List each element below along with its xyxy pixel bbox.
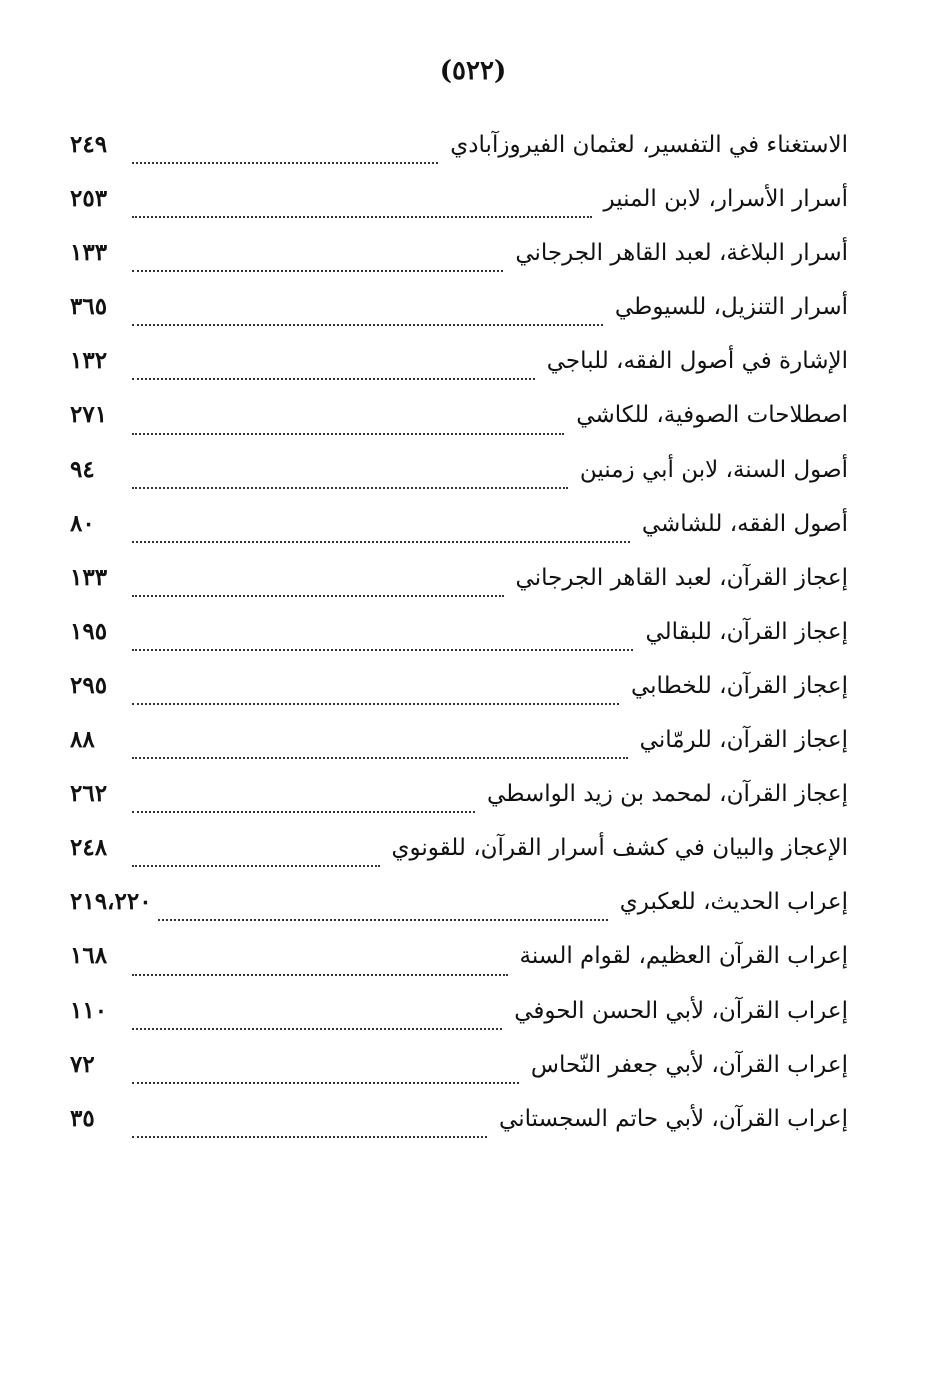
dot-leader — [132, 1028, 502, 1030]
dot-leader — [132, 487, 568, 489]
index-entry — [70, 615, 848, 669]
entry-page-number: ١٣٢ — [70, 347, 108, 375]
entry-title: أصول الفقه، للشاشي — [641, 510, 848, 537]
entry-title: إعراب القرآن، لأبي حاتم السجستاني — [499, 1105, 848, 1132]
entry-page-number: ٢٩٥ — [70, 671, 108, 699]
index-entry — [70, 398, 848, 452]
entry-page-number: ٣٦٥ — [70, 293, 108, 321]
index-entry — [70, 561, 848, 615]
entry-title: أسرار الأسرار، لابن المنير — [603, 186, 848, 213]
index-entry — [70, 1048, 848, 1102]
dot-leader — [132, 270, 503, 272]
entry-page-number: ١٣٣ — [70, 563, 108, 591]
dot-leader — [132, 703, 619, 705]
entry-title: الإشارة في أصول الفقه، للباجي — [546, 348, 848, 375]
index-entry — [70, 128, 848, 182]
dot-leader — [132, 595, 504, 597]
entry-title: أسرار البلاغة، لعبد القاهر الجرجاني — [515, 240, 848, 267]
entry-title: إعراب القرآن، لأبي الحسن الحوفي — [514, 997, 848, 1024]
entry-title: الإعجاز والبيان في كشف أسرار القرآن، للقونوي — [391, 835, 848, 862]
dot-leader — [132, 162, 438, 164]
entry-title: أصول السنة، لابن أبي زمنين — [579, 456, 848, 483]
index-entry — [70, 453, 848, 507]
entry-page-number: ٨٨ — [70, 726, 95, 754]
entry-page-number: ٢٤٩ — [70, 131, 108, 158]
entry-title: اصطلاحات الصوفية، للكاشي — [576, 402, 848, 429]
index-entry — [70, 236, 848, 290]
page-number: (٥٢٢) — [439, 56, 507, 86]
entry-title: إعراب القرآن العظيم، لقوام السنة — [519, 943, 848, 970]
dot-leader — [132, 757, 628, 759]
dot-leader — [132, 865, 380, 867]
index-entry — [70, 344, 848, 398]
entry-title: إعجاز القرآن، للبقالي — [645, 618, 848, 645]
dot-leader — [132, 541, 630, 543]
dot-leader — [132, 433, 564, 435]
dot-leader — [132, 811, 475, 813]
index-entry — [70, 994, 848, 1048]
index-entry — [70, 669, 848, 723]
index-list — [70, 128, 848, 1156]
entry-page-number: ٢٧١ — [70, 401, 108, 429]
entry-title: إعجاز القرآن، لعبد القاهر الجرجاني — [515, 564, 848, 591]
index-entry — [70, 885, 848, 939]
entry-page-number: ٢٦٢ — [70, 780, 108, 808]
index-entry — [70, 182, 848, 236]
dot-leader — [132, 1082, 519, 1084]
index-entry — [70, 831, 848, 885]
entry-page-number: ٢٥٣ — [70, 185, 108, 213]
index-entry — [70, 507, 848, 561]
entry-page-number: ١١٠ — [70, 996, 108, 1024]
entry-page-number: ٩٤ — [70, 455, 95, 483]
index-entry — [70, 777, 848, 831]
entry-page-number: ١٩٥ — [70, 617, 108, 645]
entry-title: إعراب القرآن، لأبي جعفر النّحاس — [530, 1051, 848, 1078]
entry-page-number: ٢٤٨ — [70, 834, 108, 862]
entry-title: إعجاز القرآن، لمحمد بن زيد الواسطي — [486, 781, 848, 808]
dot-leader — [132, 216, 592, 218]
entry-page-number: ١٣٣ — [70, 239, 108, 267]
entry-page-number: ٧٢ — [70, 1050, 95, 1078]
index-entry — [70, 723, 848, 777]
index-entry — [70, 939, 848, 993]
entry-title: أسرار التنزيل، للسيوطي — [614, 294, 848, 321]
dot-leader — [158, 919, 608, 921]
dot-leader — [132, 649, 633, 651]
entry-title: الاستغناء في التفسير، لعثمان الفيروزآبادي — [450, 132, 848, 158]
entry-title: إعجاز القرآن، للخطابي — [630, 672, 848, 699]
dot-leader — [132, 974, 508, 976]
index-entry — [70, 290, 848, 344]
dot-leader — [132, 1136, 487, 1138]
entry-page-number: ١٦٨ — [70, 942, 108, 970]
entry-page-number: ٣٥ — [70, 1104, 95, 1132]
dot-leader — [132, 378, 535, 380]
index-entry — [70, 1102, 848, 1156]
entry-title: إعراب الحديث، للعكبري — [619, 889, 848, 916]
entry-page-number: ٨٠ — [70, 509, 95, 537]
dot-leader — [132, 324, 603, 326]
entry-title: إعجاز القرآن، للرمّاني — [639, 727, 848, 754]
entry-page-number: ٢١٩،٢٢٠ — [70, 888, 152, 916]
